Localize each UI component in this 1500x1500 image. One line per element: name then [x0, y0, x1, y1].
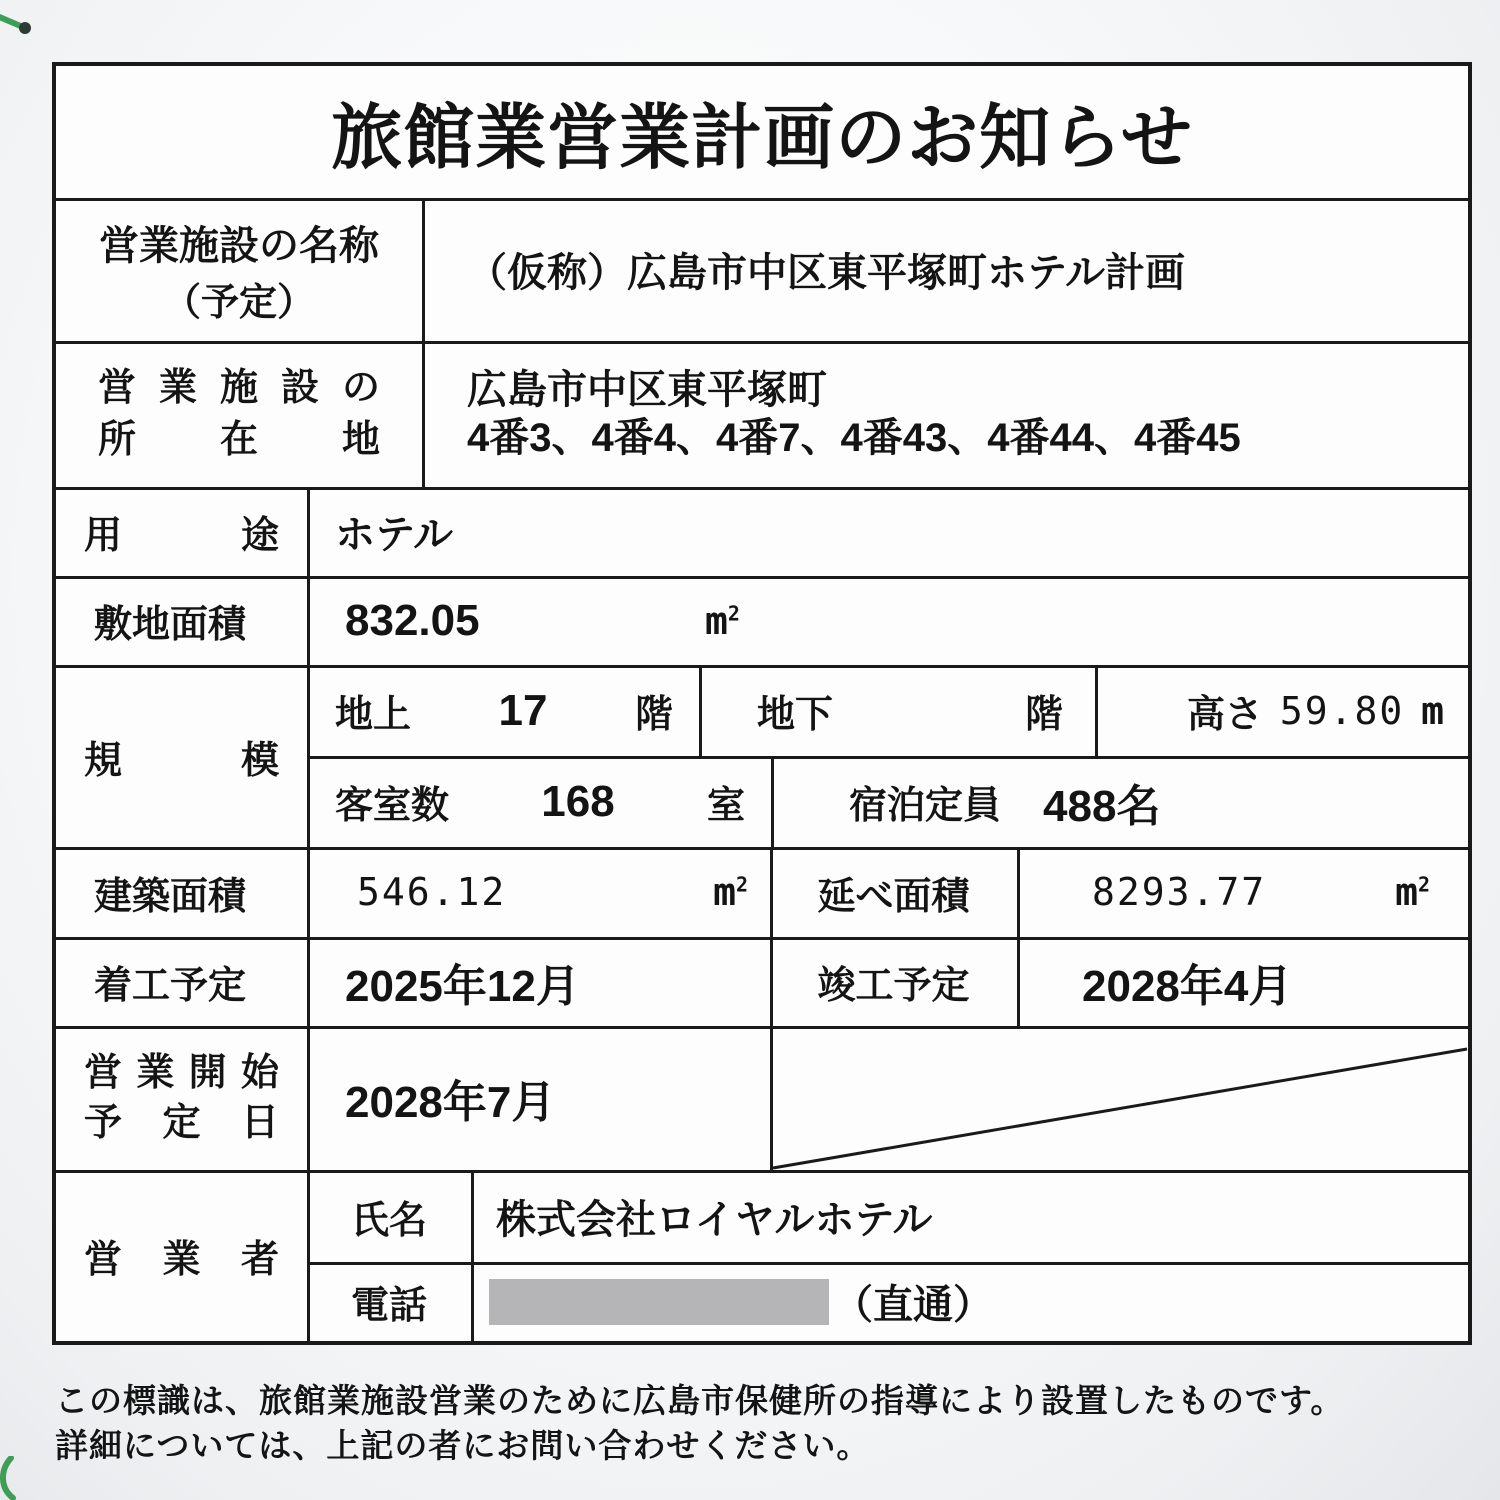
- address-label-line2: 所在地: [98, 419, 380, 461]
- capacity-unit: 名: [1116, 781, 1161, 831]
- capacity-label: 宿泊定員: [849, 785, 1002, 827]
- footer-note-line1: この標識は、旅館業施設営業のために広島市保健所の指導により設置したものです。: [55, 1382, 1345, 1419]
- site-area-value: [307, 576, 1468, 665]
- operator-phone-label: 電話: [350, 1285, 427, 1327]
- completion-value: 2028年4月: [1082, 961, 1293, 1011]
- floors-above-label: 地上: [335, 694, 412, 736]
- opening-date-label: [56, 1026, 307, 1170]
- square-meter-unit: $m^2$: [1395, 870, 1430, 914]
- floors-above-value: 17: [498, 685, 548, 735]
- floors-above-unit: 階: [634, 694, 673, 736]
- scale-label: 規模: [84, 739, 279, 782]
- height-label: 高さ: [1187, 694, 1264, 736]
- square-meter-unit: $m^2$: [713, 870, 748, 914]
- footer-note: [55, 1378, 1465, 1468]
- scale-floors-below: [699, 665, 1095, 756]
- site-area-label: 敷地面積: [94, 604, 247, 646]
- floors-below-label: 地下: [757, 694, 834, 736]
- operator-phone-value: [471, 1262, 1468, 1341]
- facility-name-label-line2: （予定）: [162, 281, 315, 324]
- address-value-line1: 広島市中区東平塚町: [467, 368, 827, 412]
- rooms-value: 168: [541, 776, 615, 826]
- rooms-label: 客室数: [335, 785, 450, 827]
- use-label: 用途: [84, 515, 279, 557]
- square-meter-unit: $m^2$: [705, 598, 740, 643]
- sign-title-text: 旅館業営業計画のお知らせ: [331, 99, 1193, 178]
- phone-note: （直通）: [833, 1283, 993, 1327]
- site-area-number: 832.05: [345, 595, 480, 645]
- operator-name-label: 氏名: [350, 1199, 427, 1242]
- diagonal-strike-cell: [770, 1026, 1468, 1170]
- opening-date-value: 2028年7月: [345, 1078, 556, 1127]
- building-area-number: 546.12: [357, 870, 507, 914]
- scale-rooms: [307, 756, 771, 847]
- use-value: ホテル: [335, 513, 453, 557]
- building-area-value: [307, 847, 770, 937]
- green-wire-bottom-left-icon: [0, 1456, 26, 1500]
- operator-name-value: 株式会社ロイヤルホテル: [496, 1197, 933, 1242]
- total-floor-area-value: [1017, 847, 1468, 937]
- building-area-label: 建築面積: [94, 875, 247, 918]
- notice-board: [52, 62, 1472, 1345]
- capacity-value-group: [1043, 770, 1160, 834]
- facility-name-label: [56, 198, 422, 341]
- height-value: 59.80: [1279, 688, 1405, 733]
- scale-capacity: [771, 756, 1468, 847]
- address-label: [56, 341, 422, 487]
- total-floor-area-number: 8293.77: [1092, 870, 1267, 914]
- operator-label: 営業者: [84, 1239, 279, 1281]
- facility-name-value: （仮称）広島市中区東平塚町ホテル計画: [467, 251, 1185, 295]
- height-unit: m: [1421, 688, 1446, 733]
- total-floor-area-label: 延べ面積: [817, 875, 970, 918]
- address-label-line1: 営業施設の: [98, 367, 380, 409]
- capacity-value: 488: [1043, 781, 1117, 831]
- phone-number-redacted: [489, 1279, 829, 1325]
- rooms-unit: 室: [706, 785, 745, 827]
- construction-start-value: 2025年12月: [345, 961, 580, 1011]
- construction-start-label: 着工予定: [94, 965, 247, 1007]
- completion-label: 竣工予定: [817, 965, 970, 1007]
- address-value: [422, 341, 1468, 487]
- footer-note-line2: 詳細については、上記の者にお問い合わせください。: [55, 1427, 871, 1464]
- address-value-line2: 4番3、4番4、4番7、4番43、4番44、4番45: [467, 416, 1241, 460]
- sign-title: [56, 66, 1468, 198]
- facility-name-label-line1: 営業施設の名称: [99, 223, 379, 268]
- scale-height: [1095, 665, 1468, 756]
- opening-date-label-line2: 予定日: [84, 1102, 279, 1144]
- green-wire-top-left-icon: [0, 6, 44, 40]
- floors-below-unit: 階: [1024, 694, 1063, 736]
- opening-date-label-line1: 営業開始: [84, 1052, 279, 1094]
- scale-floors-above: [307, 665, 699, 756]
